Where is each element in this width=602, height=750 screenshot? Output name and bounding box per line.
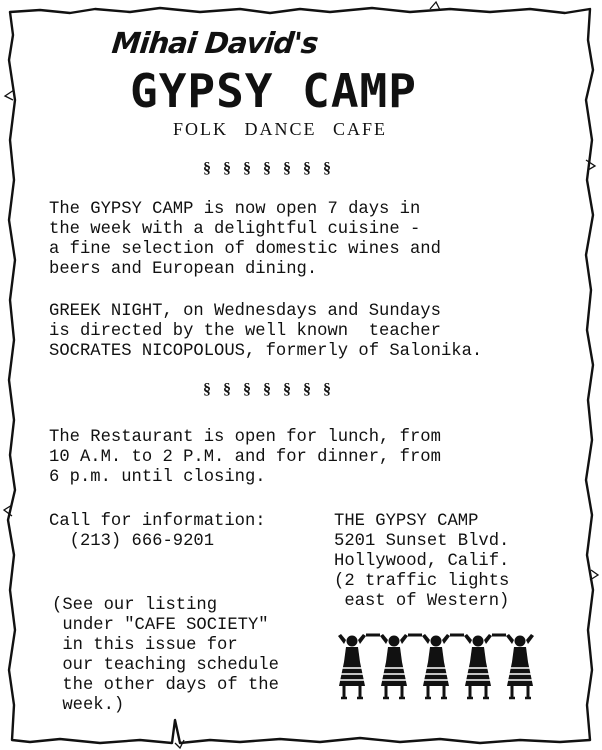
section-divider: § § § § § § §: [203, 381, 331, 398]
intro-paragraph: The GYPSY CAMP is now open 7 days in the week with a delightful cuisine - a fine selection of domestic wines and beers and European dining.: [49, 200, 441, 279]
hours-paragraph: The Restaurant is open for lunch, from 10 A.M. to 2 P.M. and for dinner, from 6 p.m. until closing.: [49, 428, 441, 487]
cafe-title: GYPSY CAMP: [130, 64, 417, 118]
owner-name: Mihai David's: [110, 26, 320, 60]
listing-note: (See our listing under "CAFE SOCIETY" in this issue for our teaching schedule the other days of the week.): [52, 596, 279, 715]
address-block: THE GYPSY CAMP 5201 Sunset Blvd. Hollywood, Calif. (2 traffic lights east of Western): [334, 512, 510, 611]
cafe-subtitle: FOLK DANCE CAFE: [173, 119, 388, 139]
phone-contact: Call for information: (213) 666-9201: [49, 512, 266, 551]
folk-dancers-icon: [332, 628, 552, 702]
greek-night-paragraph: GREEK NIGHT, on Wednesdays and Sundays is directed by the well known teacher SOCRATES NICOPOLOUS, formerly of Salonika.: [49, 302, 483, 361]
section-divider: § § § § § § §: [203, 160, 331, 177]
